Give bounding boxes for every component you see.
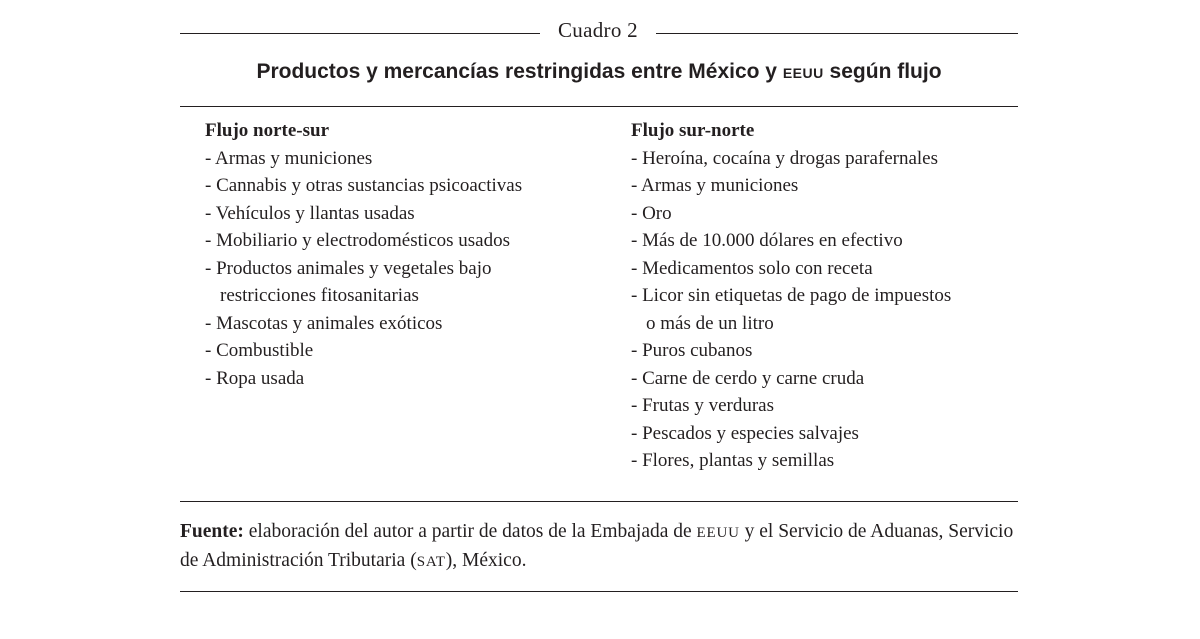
source-lead: Fuente: — [180, 521, 244, 542]
list-item: - Ropa usada — [205, 367, 305, 389]
list-item: - Frutas y verduras — [631, 395, 774, 416]
label-rule-right — [656, 33, 1018, 34]
source-text: elaboración del autor a partir de datos de la Embajada de — [243, 521, 697, 542]
column-items — [205, 145, 605, 393]
source-text: ), México. — [445, 550, 527, 571]
column-north-south — [205, 117, 605, 392]
list-item: - Cannabis y otras sustancias psicoactivas — [205, 175, 523, 196]
list-item: - Carne de cerdo y carne cruda — [631, 367, 865, 389]
footer-rule — [180, 591, 1018, 592]
list-item: - Licor sin etiquetas de pago de impuestos — [631, 285, 952, 306]
list-item: - Armas y municiones — [631, 175, 799, 196]
header-rule — [180, 106, 1018, 107]
title-text-before: Productos y mercancías restringidas entre México y — [256, 60, 783, 83]
list-item: - Heroína, cocaína y drogas parafernales — [631, 147, 939, 169]
list-item: - Flores, plantas y semillas — [631, 450, 835, 471]
title-text-after: según flujo — [823, 60, 942, 83]
list-item: - Mobiliario y electrodomésticos usados — [205, 230, 510, 251]
column-items — [631, 145, 1016, 475]
list-item-continuation: restricciones fitosanitarias — [220, 285, 419, 306]
list-item: - Puros cubanos — [631, 340, 753, 361]
list-item-continuation: o más de un litro — [646, 312, 774, 334]
column-heading: Flujo norte-sur — [205, 120, 330, 141]
table-label: Cuadro 2 — [558, 18, 638, 42]
body-bottom-rule — [180, 501, 1018, 502]
list-item: - Armas y municiones — [205, 147, 373, 169]
column-south-north — [631, 117, 1016, 475]
list-item: - Más de 10.000 dólares en efectivo — [631, 230, 903, 251]
label-rule-left — [180, 33, 540, 34]
list-item: - Oro — [631, 202, 672, 224]
source-note — [180, 518, 1018, 576]
title-abbreviation: EEUU — [782, 65, 824, 81]
list-item: - Productos animales y vegetales bajo — [205, 257, 492, 279]
source-abbreviation: SAT — [416, 554, 446, 570]
column-heading: Flujo sur-norte — [631, 120, 755, 141]
list-item: - Pescados y especies salvajes — [631, 422, 859, 444]
source-abbreviation: EEUU — [696, 525, 740, 541]
list-item: - Combustible — [205, 340, 314, 361]
source-text: y el Servicio de Aduanas, Servicio de Administración Tributaria ( — [180, 521, 1014, 571]
list-item: - Mascotas y animales exóticos — [205, 312, 443, 334]
list-item: - Medicamentos solo con receta — [631, 257, 873, 279]
table-title — [180, 60, 1018, 84]
table-label-row — [180, 16, 1018, 46]
list-item: - Vehículos y llantas usadas — [205, 202, 415, 224]
